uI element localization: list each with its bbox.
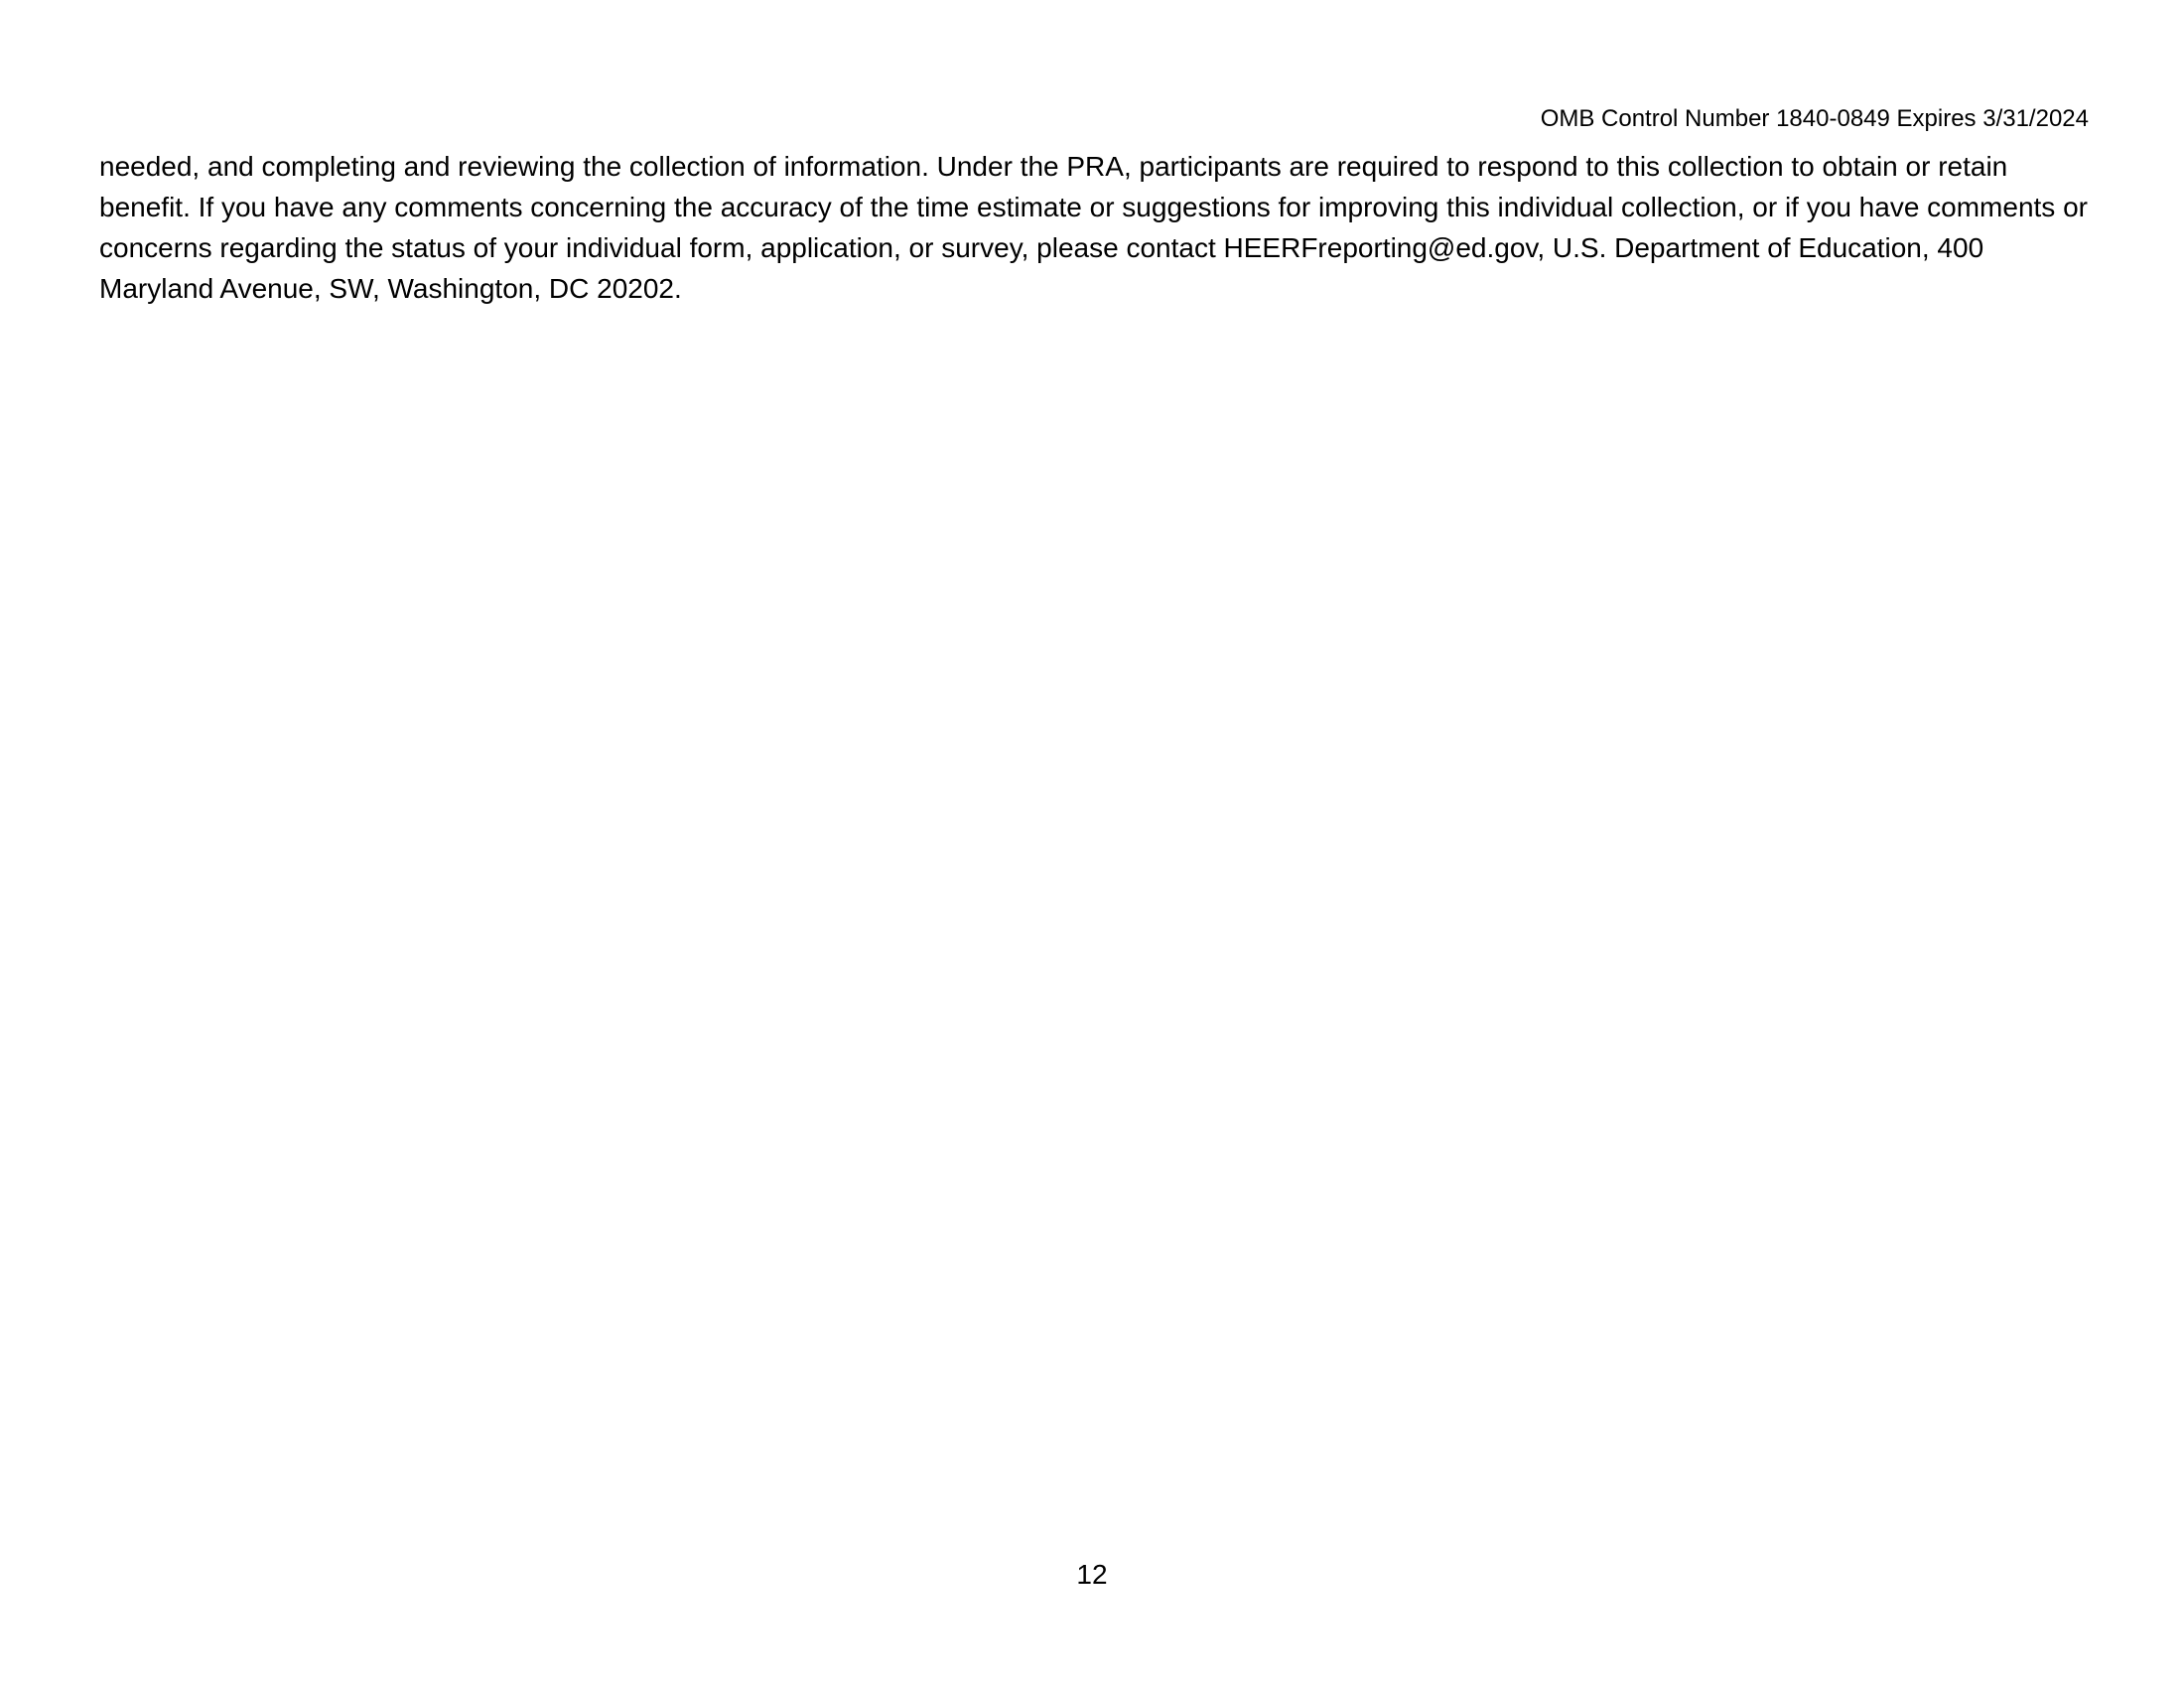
page-number: 12 bbox=[1076, 1559, 1108, 1590]
omb-control-number: OMB Control Number 1840-0849 Expires 3/31/2024 bbox=[1540, 105, 2089, 132]
body-paragraph: needed, and completing and reviewing the collection of information. Under the PRA, participants are required to respond to this collection to obtain or retain benefit. If you have any comments concerning the accuracy of the time estimate or suggestions for improving this individual collection, or if you have comments or concerns regarding the status of your individual form, application, or survey, please contact HEERFreporting@ed.gov, U.S. Department of Education, 400 Maryland Avenue, SW, Washington, DC 20202. bbox=[99, 151, 2088, 304]
